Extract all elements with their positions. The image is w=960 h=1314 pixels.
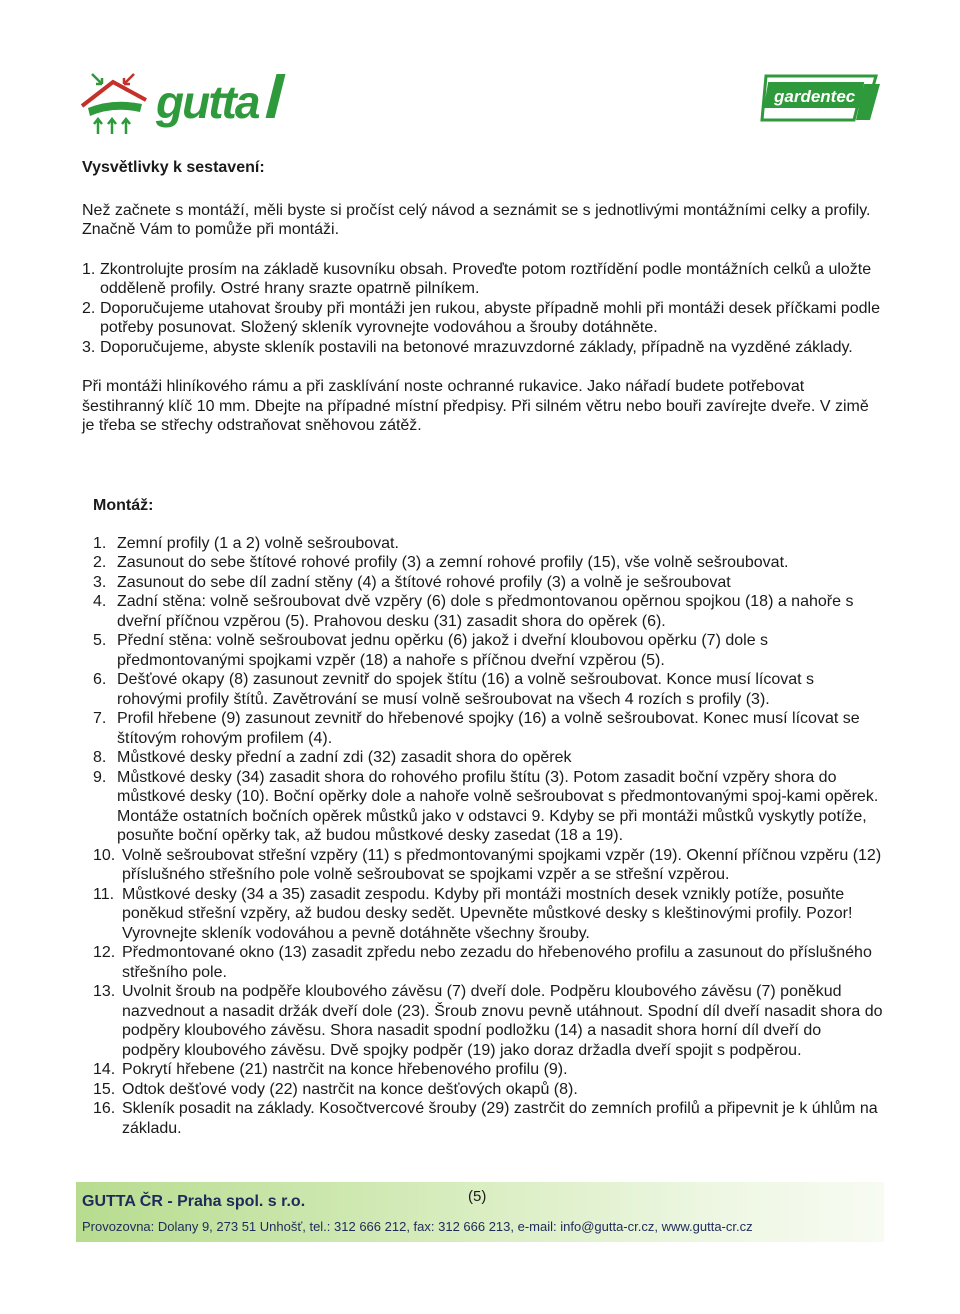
list-item: 15. Odtok dešťové vody (22) nastrčit na konce dešťových okapů (8). [93, 1080, 578, 1098]
list-item: 6. Dešťové okapy (8) zasunout zevnitř do spojek štítu (16) a volně sešroubovat. Konce musí lícovat s rohovými profily štítů. Zavětrování se musí volně sešroubovat na všech 4 rozích s profily (3). [93, 671, 815, 708]
gutta-logo [78, 68, 293, 138]
list-item: 2. Doporučujeme utahovat šrouby při montáži jen rukou, abyste případně mohli při montáži desek příčkami podle potřeby posunovat. Složený skleník vyrovnejte vodováhou a šrouby dotáhněte. [82, 299, 880, 336]
list-item: 10. Volně sešroubovat střešní vzpěry (11) s předmontovanými spojkami vzpěr (19). Okenní příčnou vzpěru (12) příslušného střešního pole volně sešroubovat se spojkami vzpěr a se střešní vzpěrou. [93, 846, 882, 883]
list-item: 8. Můstkové desky přední a zadní zdi (32) zasadit shora do opěrek [93, 749, 572, 766]
list-item: 12. Předmontované okno (13) zasadit zpředu nebo zezadu do hřebenového profilu a zasunout do příslušného střešního pole. [93, 944, 872, 981]
intro-list [82, 260, 882, 358]
list-item: 1. Zkontrolujte prosím na základě kusovníku obsah. Proveďte potom roztřídění podle montážních celků a uložte odděleně profily. Ostré hrany srazte opatrně pilníkem. [82, 260, 872, 297]
company-address: Provozovna: Dolany 9, 273 51 Unhošť, tel.: 312 666 212, fax: 312 666 213, e-mail: info@gutta-cr.cz, www.gutta-cr.cz [82, 1219, 753, 1234]
intro-paragraph: Než začnete s montáží, měli byste si pročíst celý návod a seznámit se s jednotlivými montážními celky a profily. Značně Vám to pomůže při montáži. [82, 201, 871, 238]
svg-text:gardentec: gardentec [774, 87, 856, 106]
intro-heading: Vysvětlivky k sestavení: [82, 159, 265, 176]
list-item: 3. Doporučujeme, abyste skleník postavili na betonové mrazuvzdorné základy, případně na vyzděné základy. [82, 338, 853, 356]
list-item: 9. Můstkové desky (34) zasadit shora do rohového profilu štítu (3). Potom zasadit boční vzpěry shora do můstkové desky (10). Boční opěrky dole a nahoře volně sešroubovat s předmontovanými spoj-kami opěrek. Montáže ostatních bočních opěrek můstků jako v odstavci 9. Kdyby se při montáži můstků vyskytly potíže, posuňte boční opěrky tak, až budou můstkové desky zasedat (18 a 19). [93, 768, 879, 844]
gutta-wordmark [155, 74, 286, 128]
svg-text:gutta: gutta [156, 76, 259, 128]
list-item: 3. Zasunout do sebe díl zadní stěny (4) a štítové rohové profily (3) a volně je sešroubovat [93, 573, 731, 591]
list-item: 1. Zemní profily (1 a 2) volně sešroubovat. [93, 534, 399, 552]
list-item: 7. Profil hřebene (9) zasunout zevnitř do hřebenové spojky (16) a volně sešroubovat. Konec musí lícovat se štítovým rohovým profilem (4). [93, 710, 860, 747]
gutta-logo-graphic [78, 68, 293, 138]
assembly-section [93, 496, 883, 1138]
page-number: (5) [468, 1188, 487, 1205]
list-item: 4. Zadní stěna: volně sešroubovat dvě vzpěry (6) dole s předmontovanou opěrnou spojkou (18) a nahoře s dveřní příčnou vzpěrou (5). Prahovou desku (31) zasadit shora do opěrek (6). [93, 593, 854, 630]
list-item: 2. Zasunout do sebe štítové rohové profily (3) a zemní rohové profily (15), vše volně sešroubovat. [93, 554, 789, 571]
company-name: GUTTA ČR - Praha spol. s r.o. [82, 1193, 306, 1210]
footer-bar [76, 1182, 884, 1242]
safety-paragraph: Při montáži hliníkového rámu a při zasklívání noste ochranné rukavice. Jako nářadí budete potřebovat šestihranný klíč 10 mm. Dbejte na případné místní předpisy. Při silném větru nebo bouři zavírejte dveře. V zimě je třeba se střechy odstraňovat sněhovou zátěž. [82, 378, 869, 434]
assembly-steps [93, 534, 883, 1139]
list-item: 5. Přední stěna: volně sešroubovat jednu opěrku (6) jakož i dveřní kloubovou opěrku (7) dole s předmontovanými spojkami vzpěr (18) a nahoře s příčnou dveřní vzpěrou (5). [93, 632, 769, 669]
list-item: 16. Skleník posadit na základy. Kosočtvercové šrouby (29) zastrčit do zemních profilů a připevnit je k úhlům na základu. [93, 1100, 878, 1137]
list-item: 13. Uvolnit šroub na podpěře kloubového závěsu (7) dveří dole. Podpěru kloubového závěsu (7) poněkud nazvednout a nasadit držák dveří dole (23). Šroub znovu pevně utáhnout. Spodní díl dveří nasadit shora do podpěry kloubového závěsu. Shora nasadit spodní podložku (14) a nasadit shora horní díl dveří do podpěry kloubového závěsu. Dvě spojky podpěr (19) jako doraz držadla dveří spojit s podpěrou. [93, 983, 883, 1059]
list-item: 11. Můstkové desky (34 a 35) zasadit zespodu. Kdyby při montáži mostních desek vznikly potíže, posuňte poněkud střešní vzpěry, až budou desky sedět. Upevněte můstkové desky s kleštinovými profily. Pozor! Vyrovnejte skleník vodováhou a pevně dotáhněte všechny šrouby. [93, 885, 853, 942]
assembly-heading: Montáž: [93, 497, 154, 514]
intro-section [82, 158, 882, 436]
gardentec-logo-graphic [760, 72, 882, 124]
house-arrows-icon [82, 74, 146, 134]
gardentec-logo [760, 72, 882, 124]
list-item: 14. Pokrytí hřebene (21) nastrčit na konce hřebenového profilu (9). [93, 1061, 568, 1078]
